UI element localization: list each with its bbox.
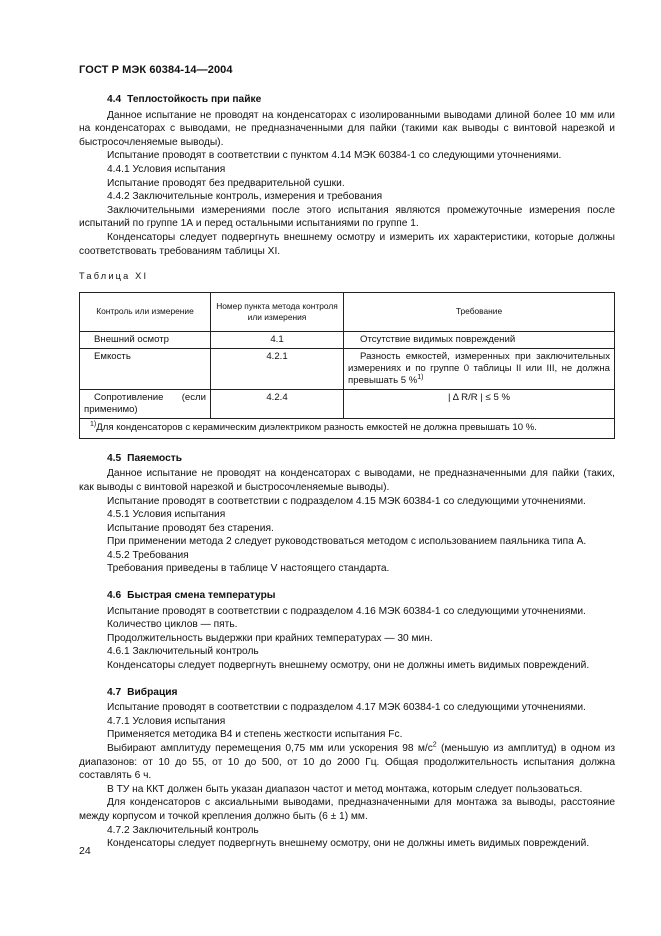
table-footnote-row xyxy=(80,418,615,438)
section-title: Быстрая смена температуры xyxy=(127,590,276,602)
paragraph: Продолжительность выдержки при крайних температурах — 30 мин. xyxy=(107,632,433,644)
document-body xyxy=(79,93,615,851)
subsection-heading: 4.7.1 Условия испытания xyxy=(107,715,226,727)
table-cell: 4.2.1 xyxy=(211,348,344,389)
table-footnote xyxy=(80,418,615,438)
subsection-heading: 4.7.2 Заключительный контроль xyxy=(107,824,259,836)
paragraph: Требования приведены в таблице V настоящего стандарта. xyxy=(107,563,390,575)
paragraph: Данное испытание не проводят на конденсаторах с изолированными выводами длиной более 10 мм или на конденсаторах с выводами, не предназначенными для пайки (такими как выводы с винтовой нарезкой и быстросочленяемые выводы). xyxy=(79,109,615,148)
paragraph xyxy=(79,742,615,783)
subsection-heading: 4.4.1 Условия испытания xyxy=(107,163,226,175)
paragraph: Испытание проводят в соответствии с подразделом 4.16 МЭК 60384-1 со следующими уточнениями. xyxy=(107,605,586,617)
table-cell: 4.2.4 xyxy=(211,389,344,418)
section-number: 4.5 xyxy=(107,452,122,464)
paragraph: Испытание проводят в соответствии с подразделом 4.17 МЭК 60384-1 со следующими уточнениями. xyxy=(107,702,586,714)
table-xi xyxy=(79,292,615,439)
page-number: 24 xyxy=(79,845,91,857)
table-cell: Внешний осмотр xyxy=(80,331,211,348)
table-cell: | Δ R/R | ≤ 5 % xyxy=(344,389,615,418)
paragraph: Применяется методика В4 и степень жесткости испытания Fc. xyxy=(107,729,403,741)
paragraph: В ТУ на ККТ должен быть указан диапазон частот и метод монтажа, которым следует пользоваться. xyxy=(107,783,583,795)
paragraph: Данное испытание не проводят на конденсаторах с выводами, не предназначенными для пайки (таких, как выводы с винтовой нарезкой и быстросочленяемые выводы). xyxy=(79,468,615,493)
section-number: 4.6 xyxy=(107,590,122,602)
subsection-heading: 4.5.1 Условия испытания xyxy=(107,509,226,521)
column-header: Номер пункта метода контроля или измерения xyxy=(211,292,344,331)
paragraph: Количество циклов — пять. xyxy=(107,619,238,631)
paragraph: Для конденсаторов с аксиальными выводами, предназначенными для монтажа за выводы, расстояние между корпусом и точкой крепления должно быть (6 ± 1) мм. xyxy=(79,797,615,822)
requirement-text: Разность емкостей, измеренных при заключительных измерениях и по группе 0 таблицы II или III, не должна превышать 5 % xyxy=(348,350,610,386)
footnote-ref: 1) xyxy=(417,373,424,381)
section-title: Паяемость xyxy=(127,452,183,464)
column-header: Требование xyxy=(344,292,615,331)
section-heading-4-7 xyxy=(79,686,615,700)
superscript: 2 xyxy=(432,741,437,749)
section-number: 4.4 xyxy=(107,94,122,105)
table-cell: Емкость xyxy=(80,348,211,389)
subsection-heading: 4.6.1 Заключительный контроль xyxy=(107,646,259,658)
column-header: Контроль или измерение xyxy=(80,292,211,331)
table-cell xyxy=(344,348,615,389)
table-row xyxy=(80,389,615,418)
paragraph: Испытание проводят в соответствии с пунктом 4.14 МЭК 60384-1 со следующими уточнениями. xyxy=(107,150,562,162)
section-title: Теплостойкость при пайке xyxy=(127,94,262,105)
footnote-text: Для конденсаторов с керамическим диэлектриком разность емкостей не должна превышать 10 %. xyxy=(96,421,537,433)
document-code-header: ГОСТ Р МЭК 60384-14—2004 xyxy=(79,64,233,76)
section-number: 4.7 xyxy=(107,686,122,698)
table-header-row xyxy=(80,292,615,331)
table-cell: Сопротивление (если применимо) xyxy=(80,389,211,418)
text-run: Выбирают амплитуду перемещения 0,75 мм или ускорения 98 м/с xyxy=(107,743,433,754)
section-heading-4-6 xyxy=(79,589,615,603)
footnote-mark: 1) xyxy=(90,420,97,428)
section-title: Вибрация xyxy=(127,686,178,698)
text-run: (меньшую из амплитуд) в одном из диапазонов: от 10 до 55, от 10 до 500, от 10 до 2000 Гц. Общая продолжительность испытания должна составлять 6 ч. xyxy=(79,743,615,782)
paragraph: Испытание проводят без предварительной сушки. xyxy=(107,177,345,189)
section-heading-4-4 xyxy=(79,93,615,107)
subsection-heading: 4.4.2 Заключительные контроль, измерения и требования xyxy=(107,191,383,203)
paragraph: Испытание проводят без старения. xyxy=(107,522,274,534)
table-cell: 4.1 xyxy=(211,331,344,348)
section-heading-4-5 xyxy=(79,452,615,466)
table-row xyxy=(80,348,615,389)
paragraph: Испытание проводят в соответствии с подразделом 4.15 МЭК 60384-1 со следующими уточнениями. xyxy=(107,495,586,507)
subsection-heading: 4.5.2 Требования xyxy=(107,549,189,561)
paragraph: Заключительными измерениями после этого испытания являются промежуточные измерения после испытаний по группе 1А и перед остальными испытаниями по группе 1. xyxy=(79,204,615,230)
paragraph: Конденсаторы следует подвергнуть внешнему осмотру, они не должны иметь видимых повреждений. xyxy=(107,838,590,850)
table-cell: Отсутствие видимых повреждений xyxy=(344,331,615,348)
paragraph: Конденсаторы следует подвергнуть внешнему осмотру и измерить их характеристики, которые должны соответствовать требованиям таблицы XI. xyxy=(79,231,615,257)
paragraph: Конденсаторы следует подвергнуть внешнему осмотру, они не должны иметь видимых повреждений. xyxy=(107,660,590,672)
table-row xyxy=(80,331,615,348)
paragraph: При применении метода 2 следует руководствоваться методом с использованием паяльника типа А. xyxy=(107,536,587,548)
table-caption: Таблица XI xyxy=(79,271,149,282)
